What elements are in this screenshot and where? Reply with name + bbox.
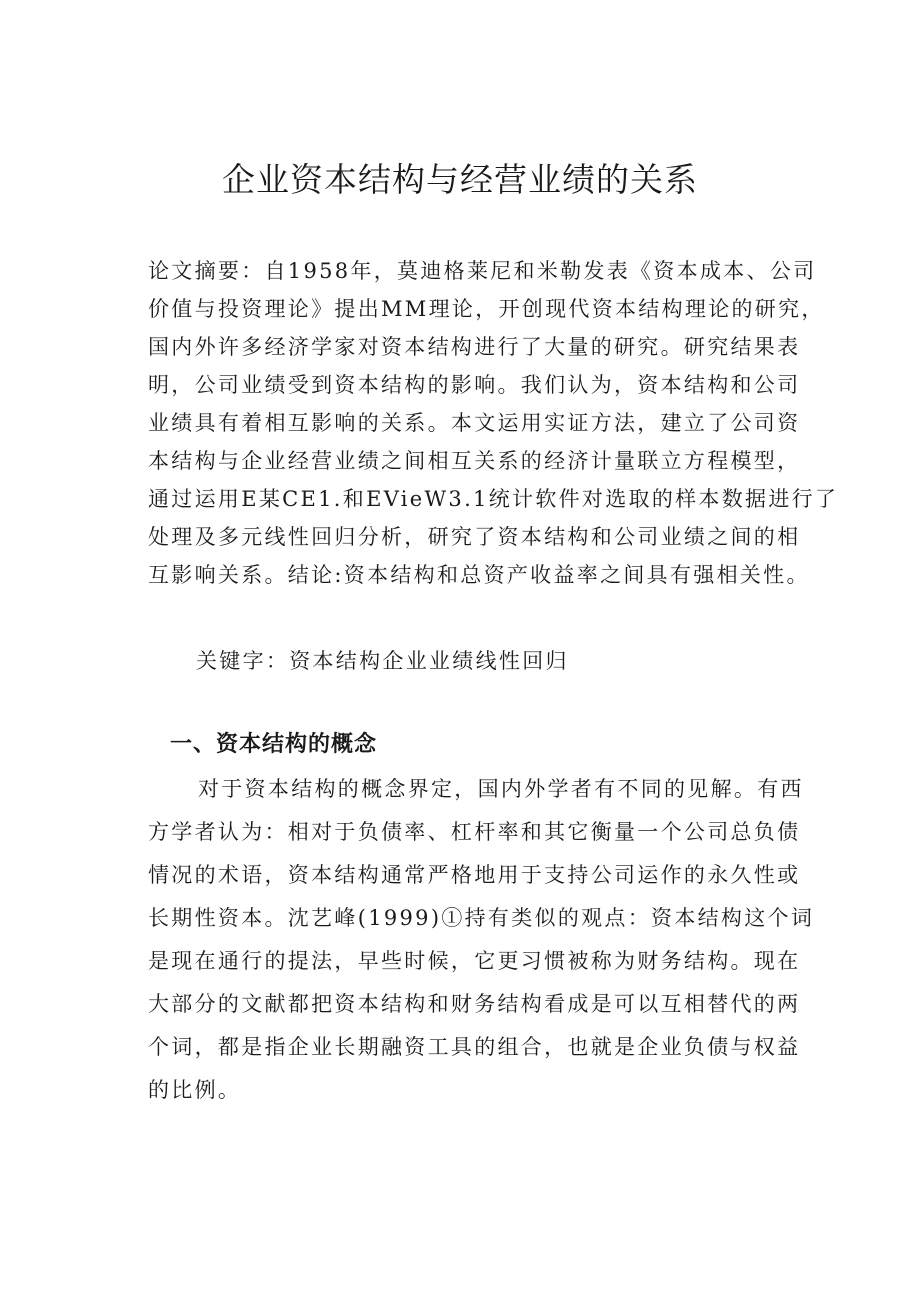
body-line: 对于资本结构的概念界定，国内外学者有不同的见解。有西	[198, 777, 804, 801]
body-line: 方学者认为：相对于负债率、杠杆率和其它衡量一个公司总负债	[148, 820, 801, 844]
document-title: 企业资本结构与经营业绩的关系	[222, 160, 698, 199]
abstract-line: 本结构与企业经营业绩之间相互关系的经济计量联立方程模型，	[148, 449, 801, 473]
abstract-line: 价值与投资理论》提出MM理论，开创现代资本结构理论的研究，	[148, 297, 825, 321]
body-line: 是现在通行的提法，早些时候，它更习惯被称为财务结构。现在	[148, 949, 801, 973]
keywords: 关键字：资本结构企业业绩线性回归	[196, 649, 569, 673]
body-line: 大部分的文献都把资本结构和财务结构看成是可以互相替代的两	[148, 992, 801, 1016]
abstract-line: 通过运用E某CE1.和EVieW3.1统计软件对选取的样本数据进行了	[148, 487, 839, 511]
abstract-line: 论文摘要：自1958年，莫迪格莱尼和米勒发表《资本成本、公司	[148, 259, 817, 283]
abstract	[148, 252, 839, 594]
body-line: 长期性资本。沈艺峰(1999)①持有类似的观点：资本结构这个词	[148, 906, 815, 930]
abstract-line: 国内外许多经济学家对资本结构进行了大量的研究。研究结果表	[148, 335, 801, 359]
body-line: 个词，都是指企业长期融资工具的组合，也就是企业负债与权益	[148, 1035, 801, 1059]
abstract-line: 处理及多元线性回归分析，研究了资本结构和公司业绩之间的相	[148, 525, 801, 549]
abstract-line: 业绩具有着相互影响的关系。本文运用实证方法，建立了公司资	[148, 411, 801, 435]
body-line: 的比例。	[148, 1078, 242, 1102]
section-body	[148, 768, 828, 1112]
abstract-line: 明，公司业绩受到资本结构的影响。我们认为，资本结构和公司	[148, 373, 801, 397]
abstract-line: 互影响关系。结论:资本结构和总资产收益率之间具有强相关性。	[148, 563, 810, 587]
section-heading: 一、资本结构的概念	[170, 732, 378, 757]
body-line: 情况的术语，资本结构通常严格地用于支持公司运作的永久性或	[148, 863, 801, 887]
